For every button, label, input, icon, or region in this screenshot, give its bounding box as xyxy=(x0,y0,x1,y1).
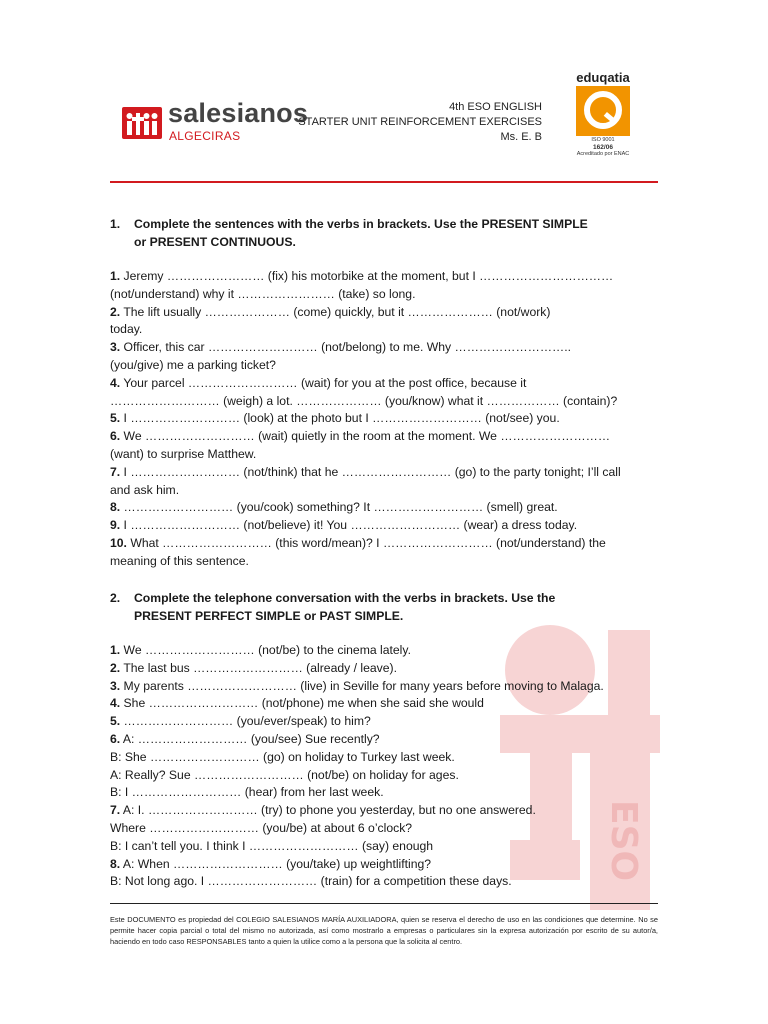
item-number: 1. xyxy=(110,269,121,283)
item-number: 10. xyxy=(110,535,127,550)
item-text: B: She ……………………… (go) on holiday to Turkey last week. xyxy=(110,749,455,764)
item-text: B: Not long ago. I ……………………… (train) for a competition these days. xyxy=(110,874,512,889)
item-text: Where ……………………… (you/be) at about 6 o’clock? xyxy=(110,820,413,835)
course-level: 4th ESO ENGLISH xyxy=(449,101,542,113)
eduqatia-cert-icon xyxy=(568,70,638,165)
item-number: 4. xyxy=(110,375,121,390)
cert-iso: ISO 9001 xyxy=(591,137,615,143)
item-text: B: I can’t tell you. I think I ……………………… (say) enough xyxy=(110,838,434,853)
unit-title: STARTER UNIT REINFORCEMENT EXERCISES xyxy=(298,116,542,128)
exercise-line xyxy=(110,731,604,749)
item-number: 6. xyxy=(110,731,121,746)
exercise-line xyxy=(110,375,621,393)
exercise-line xyxy=(110,517,621,535)
item-number: 5. xyxy=(110,714,121,729)
exercise-line xyxy=(110,321,621,339)
exercise-line xyxy=(110,767,604,785)
item-number: 9. xyxy=(110,518,121,533)
page-header xyxy=(0,0,768,190)
exercise-line xyxy=(110,695,604,713)
item-number: 2. xyxy=(110,304,121,319)
exercise-line xyxy=(110,749,604,767)
exercise-1-title-line-1: Complete the sentences with the verbs in brackets. Use the PRESENT SIMPLE xyxy=(134,217,588,231)
svg-text:ESO: ESO xyxy=(603,800,644,882)
item-number: 3. xyxy=(110,340,121,355)
exercise-2-lines xyxy=(110,642,604,891)
exercise-line xyxy=(110,286,621,304)
exercise-line xyxy=(110,268,621,286)
item-number: 8. xyxy=(110,856,121,871)
item-text: I ……………………… (not/believe) it! You ……………………… (wear) a dress today. xyxy=(120,518,578,533)
item-text: I ……………………… (look) at the photo but I ……………………… (not/see) you. xyxy=(120,411,560,426)
school-name: salesianos xyxy=(168,98,309,128)
exercise-line xyxy=(110,357,621,375)
item-number: 4. xyxy=(110,696,121,711)
item-number: 7. xyxy=(110,464,121,479)
item-text: meaning of this sentence. xyxy=(110,553,249,568)
exercise-line xyxy=(110,713,604,731)
exercise-line xyxy=(110,873,604,891)
exercise-1-lines xyxy=(110,268,621,571)
exercise-2-title-line-2: PRESENT PERFECT SIMPLE or PAST SIMPLE. xyxy=(134,609,404,623)
exercise-line xyxy=(110,660,604,678)
exercise-line xyxy=(110,802,604,820)
item-number: 7. xyxy=(110,803,121,818)
item-text: She ……………………… (not/phone) me when she said she would xyxy=(120,696,484,711)
exercise-line xyxy=(110,678,604,696)
course-info xyxy=(298,100,542,145)
cert-code: 162/06 xyxy=(593,144,613,151)
exercise-line xyxy=(110,784,604,802)
item-text: ……………………… (weigh) a lot. ………………… (you/know) what it ……………… (contain)? xyxy=(110,393,618,408)
cert-details xyxy=(568,137,638,158)
cert-brand: eduqatia xyxy=(576,70,630,85)
item-text: B: I ……………………… (hear) from her last week. xyxy=(110,785,384,800)
item-text: (not/understand) why it …………………… (take) so long. xyxy=(110,286,416,301)
exercise-line xyxy=(110,393,621,411)
item-text: The lift usually ………………… (come) quickly, but it ………………… (not/work) xyxy=(120,304,551,319)
exercise-2-title xyxy=(110,589,654,625)
teacher-name: Ms. E. B xyxy=(500,131,542,143)
item-text: ……………………… (you/ever/speak) to him? xyxy=(120,714,371,729)
item-text: A: Really? Sue ……………………… (not/be) on holiday for ages. xyxy=(110,767,459,782)
item-number: 1. xyxy=(110,643,121,657)
exercise-line xyxy=(110,339,621,357)
school-location: ALGECIRAS xyxy=(169,129,241,143)
item-text: Jeremy …………………… (fix) his motorbike at the moment, but I …………………………… xyxy=(120,269,614,283)
exercise-1-title xyxy=(110,215,654,251)
item-text: (you/give) me a parking ticket? xyxy=(110,357,276,372)
exercise-line xyxy=(110,535,621,553)
item-text: Your parcel ……………………… (wait) for you at the post office, because it xyxy=(120,375,527,390)
exercise-line xyxy=(110,856,604,874)
item-text: A: When ……………………… (you/take) up weightlifting? xyxy=(120,856,432,871)
item-number: 2. xyxy=(110,660,121,675)
exercise-line xyxy=(110,464,621,482)
item-text: A: ……………………… (you/see) Sue recently? xyxy=(120,731,380,746)
item-text: My parents ……………………… (live) in Seville for many years before moving to Malaga. xyxy=(120,678,604,693)
item-text: We ……………………… (not/be) to the cinema lately. xyxy=(120,643,411,657)
item-number: 8. xyxy=(110,500,121,515)
header-divider xyxy=(110,181,658,183)
exercise-line xyxy=(110,499,621,517)
item-text: (want) to surprise Matthew. xyxy=(110,446,257,461)
exercise-line xyxy=(110,820,604,838)
item-number: 5. xyxy=(110,411,121,426)
copyright-notice: Este DOCUMENTO es propiedad del COLEGIO SALESIANOS MARÍA AUXILIADORA, quien se reserva el derecho de uso en las condiciones que determine. No se permite hacer copia parcial o total del mismo no autorizada, así como mostrarlo a empresas o particulares sin la expresa autorización por escrito de su autor/a, haciendo en todo caso RESPONSABLES tanto a quien la utilice como a la persona que la solicita al centro. xyxy=(110,915,658,946)
exercise-line xyxy=(110,410,621,428)
salesianos-logo-icon xyxy=(122,103,162,139)
exercise-1-number: 1. xyxy=(110,217,121,231)
exercise-2-title-line-1: Complete the telephone conversation with the verbs in brackets. Use the xyxy=(134,591,556,605)
cert-q-icon xyxy=(576,86,630,136)
item-text: What ……………………… (this word/mean)? I ……………………… (not/understand) the xyxy=(126,535,606,550)
exercise-1-title-line-2: or PRESENT CONTINUOUS. xyxy=(134,235,296,249)
item-number: 6. xyxy=(110,429,121,444)
exercise-line xyxy=(110,553,621,571)
item-text: A: I. ……………………… (try) to phone you yesterday, but no one answered. xyxy=(120,803,536,818)
item-text: We ……………………… (wait) quietly in the room at the moment. We ……………………… xyxy=(120,429,611,444)
exercise-line xyxy=(110,446,621,464)
exercise-line xyxy=(110,642,604,660)
item-text: The last bus ……………………… (already / leave). xyxy=(120,660,397,675)
item-text: and ask him. xyxy=(110,482,180,497)
exercise-line xyxy=(110,482,621,500)
item-text: I ……………………… (not/think) that he ……………………… (go) to the party tonight; I’ll call xyxy=(120,464,621,479)
exercise-line xyxy=(110,428,621,446)
exercise-line xyxy=(110,838,604,856)
exercise-2-number: 2. xyxy=(110,591,121,605)
cert-accreditation: Acreditado por ENAC xyxy=(576,151,630,157)
footer-divider xyxy=(110,903,658,904)
item-text: ……………………… (you/cook) something? It ……………………… (smell) great. xyxy=(120,500,558,515)
item-number: 3. xyxy=(110,678,121,693)
exercise-line xyxy=(110,304,621,322)
item-text: Officer, this car ……………………… (not/belong) to me. Why ……………………….. xyxy=(120,340,571,355)
item-text: today. xyxy=(110,322,143,337)
